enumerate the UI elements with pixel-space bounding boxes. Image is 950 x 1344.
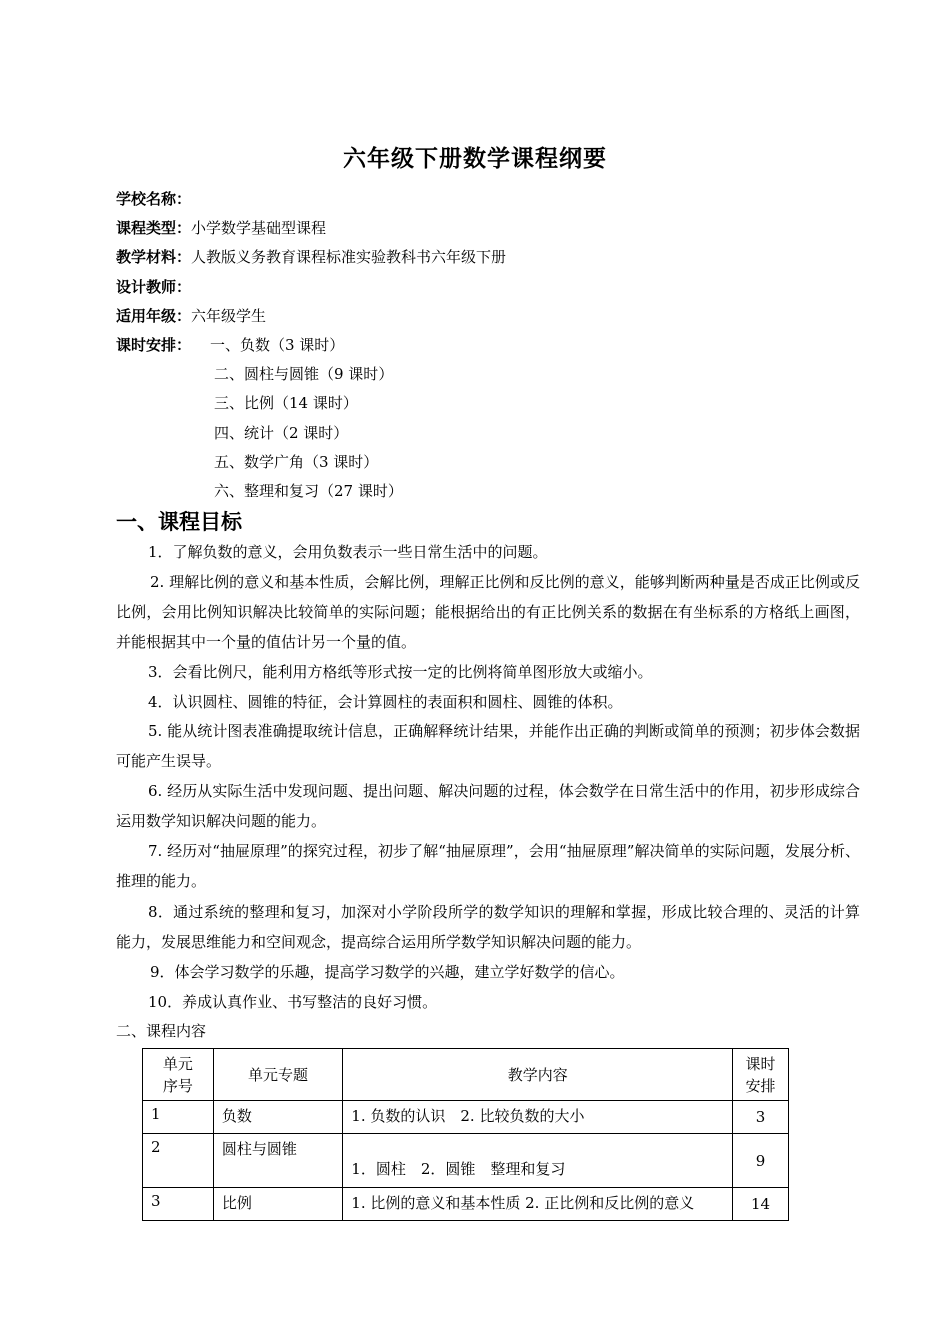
page-title: 六年级下册数学课程纲要 [343, 145, 607, 172]
header-content: 教学内容 [343, 1049, 733, 1101]
table-header-row [143, 1049, 789, 1101]
meta-teaching-material: 教学材料：人教版义务教育课程标准实验教科书六年级下册 [116, 248, 507, 266]
meta-value: 人教版义务教育课程标准实验教科书六年级下册 [191, 248, 507, 266]
cell-topic: 圆柱与圆锥 [213, 1134, 342, 1188]
cell-unit-no: 3 [143, 1188, 214, 1221]
goal-item-5: 5. 能从统计图表准确提取统计信息，正确解释统计结果，并能作出正确的判断或简单的预测；初步体会数据可能产生误导。 [116, 722, 860, 770]
schedule-item: 二、圆柱与圆锥（9 课时） [214, 365, 394, 383]
goal-item-3: 3．会看比例尺，能利用方格纸等形式按一定的比例将简单图形放大或缩小。 [148, 663, 653, 681]
goal-item-9: 9．体会学习数学的乐趣，提高学习数学的兴趣，建立学好数学的信心。 [150, 963, 625, 981]
schedule-item: 一、负数（3 课时） [210, 336, 345, 354]
section-heading-content: 二、课程内容 [116, 1022, 207, 1040]
course-content-table [142, 1048, 789, 1221]
meta-label: 设计教师 [116, 278, 177, 296]
goal-item-7: 7. 经历对“抽屉原理”的探究过程，初步了解“抽屉原理”，会用“抽屉原理”解决简单的实际问题，发展分析、推理的能力。 [116, 842, 860, 890]
schedule-item: 四、统计（2 课时） [214, 424, 349, 442]
table-row [143, 1134, 789, 1188]
meta-label: 课时安排 [116, 336, 177, 354]
goal-item-4: 4．认识圆柱、圆锥的特征，会计算圆柱的表面积和圆柱、圆锥的体积。 [148, 693, 623, 711]
cell-topic: 比例 [213, 1188, 342, 1221]
header-topic: 单元专题 [213, 1049, 342, 1101]
meta-course-type: 课程类型：小学数学基础型课程 [116, 219, 327, 237]
cell-content: 1. 负数的认识 2. 比较负数的大小 [343, 1101, 733, 1134]
cell-hours: 3 [733, 1101, 789, 1134]
cell-hours: 9 [733, 1134, 789, 1188]
meta-label: 课程类型 [116, 219, 177, 237]
meta-designer: 设计教师： [116, 278, 192, 296]
header-hours: 课时安排 [733, 1049, 789, 1101]
meta-value: 六年级学生 [191, 307, 267, 325]
section-heading-goals: 一、课程目标 [116, 509, 242, 534]
cell-topic: 负数 [213, 1101, 342, 1134]
table-row [143, 1101, 789, 1134]
cell-hours: 14 [733, 1188, 789, 1221]
schedule-item: 三、比例（14 课时） [214, 394, 358, 412]
cell-unit-no: 2 [143, 1134, 214, 1188]
goal-item-6: 6. 经历从实际生活中发现问题、提出问题、解决问题的过程，体会数学在日常生活中的作用，初步形成综合运用数学知识解决问题的能力。 [116, 782, 860, 830]
goal-item-1: 1．了解负数的意义，会用负数表示一些日常生活中的问题。 [148, 543, 548, 561]
table-row [143, 1188, 789, 1221]
meta-grade: 适用年级：六年级学生 [116, 307, 267, 325]
meta-label: 适用年级 [116, 307, 177, 325]
meta-value: 小学数学基础型课程 [191, 219, 327, 237]
meta-label: 学校名称 [116, 190, 177, 208]
goal-item-2: 2. 理解比例的意义和基本性质，会解比例，理解正比例和反比例的意义，能够判断两种量是否成正比例或反比例，会用比例知识解决比较简单的实际问题；能根据给出的有正比例关系的数据在有坐标系的方格纸上画图，并能根据其中一个量的值估计另一个量的值。 [116, 573, 860, 651]
goal-item-8: 8．通过系统的整理和复习，加深对小学阶段所学的数学知识的理解和掌握，形成比较合理的、灵活的计算能力，发展思维能力和空间观念，提高综合运用所学数学知识解决问题的能力。 [116, 903, 860, 951]
meta-schedule: 课时安排： [116, 336, 192, 354]
cell-unit-no: 1 [143, 1101, 214, 1134]
goal-item-10: 10．养成认真作业、书写整洁的良好习惯。 [148, 993, 438, 1011]
schedule-item: 六、整理和复习（27 课时） [214, 482, 403, 500]
meta-school-name: 学校名称： [116, 190, 192, 208]
header-unit-no: 单元序号 [143, 1049, 214, 1101]
meta-label: 教学材料 [116, 248, 177, 266]
schedule-item: 五、数学广角（3 课时） [214, 453, 379, 471]
cell-content: 1. 比例的意义和基本性质 2. 正比例和反比例的意义 [343, 1188, 733, 1221]
cell-content: 1．圆柱 2．圆锥 整理和复习 [343, 1134, 733, 1188]
